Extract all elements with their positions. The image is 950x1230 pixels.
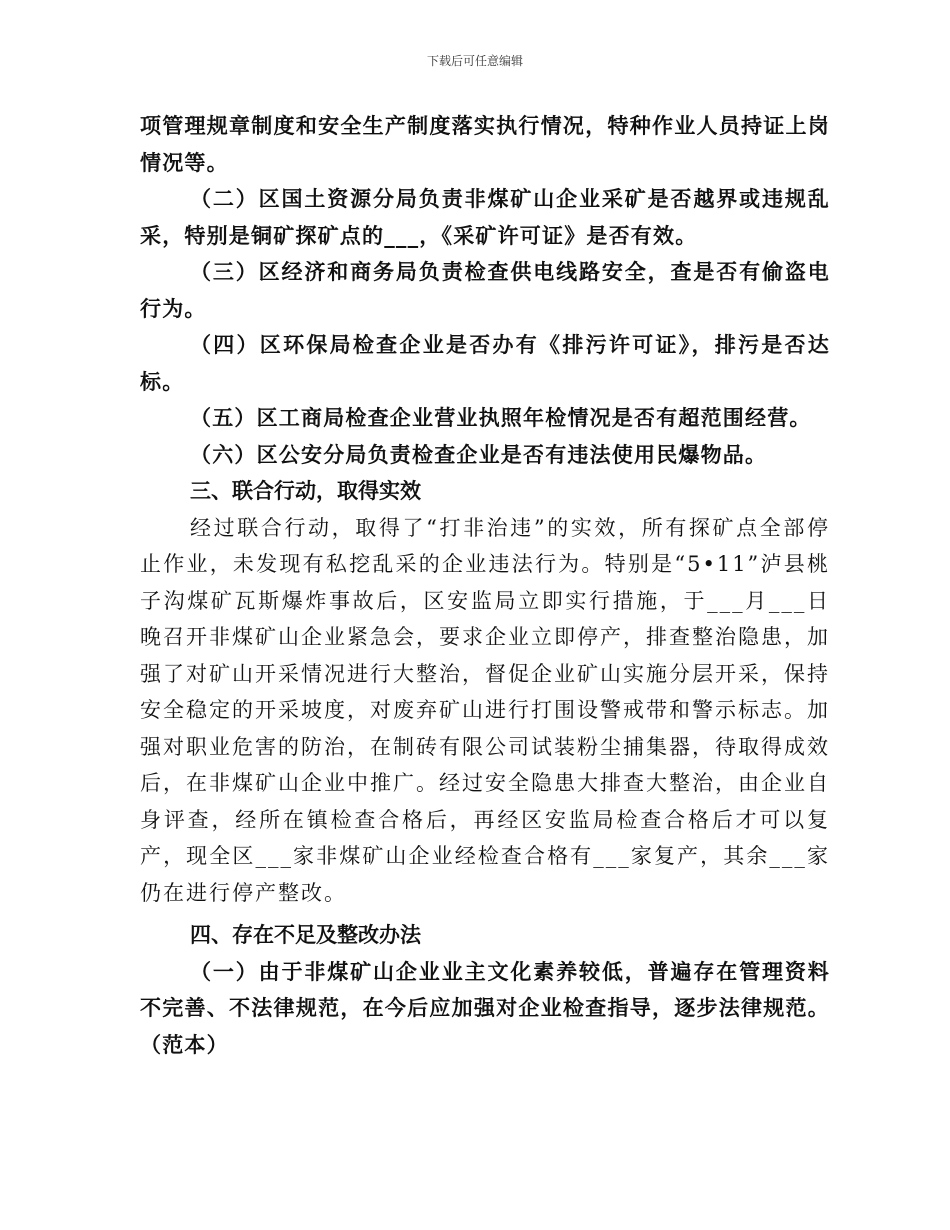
page-header: 下载后可任意编辑 (426, 54, 523, 68)
paragraph: （四）区环保局检查企业是否办有《排污许可证》，排污是否达标。 (140, 332, 830, 394)
section-heading: 四、存在不足及整改办法 (190, 922, 421, 947)
paragraph: 项管理规章制度和安全生产制度落实执行情况，特种作业人员持证上岗情况等。 (140, 113, 830, 175)
paragraph: （三）区经济和商务局负责检查供电线路安全，查是否有偷盗电行为。 (140, 259, 830, 321)
paragraph: （一）由于非煤矿山企业业主文化素养较低，普遍存在管理资料不完善、不法律规范，在今后应加强对企业检查指导，逐步法律规范。（范本） (140, 958, 830, 1057)
paragraph: （二）区国土资源分局负责非煤矿山企业采矿是否越界或违规乱采，特别是铜矿探矿点的___，《采矿许可证》是否有效。 (140, 186, 830, 248)
document-body (140, 108, 830, 1063)
paragraph: （五）区工商局检查企业营业执照年检情况是否有超范围经营。 (190, 405, 812, 430)
paragraph: 经过联合行动，取得了“打非治违”的实效，所有探矿点全部停止作业，未发现有私挖乱采的企业违法行为。特别是“5•11”泸县桃子沟煤矿瓦斯爆炸事故后，区安监局立即实行措施，于___月___日晚召开非煤矿山企业紧急会，要求企业立即停产，排查整治隐患，加强了对矿山开采情况进行大整治，督促企业矿山实施分层开采，保持安全稳定的开采坡度，对废弃矿山进行打围设警戒带和警示标志。加强对职业危害的防治，在制砖有限公司试装粉尘捕集器，待取得成效后，在非煤矿山企业中推广。经过安全隐患大排查大整治，由企业自身评查，经所在镇检查合格后，再经区安监局检查合格后才可以复产，现全区___家非煤矿山企业经检查合格有___家复产，其余___家仍在进行停产整改。 (140, 515, 830, 905)
section-heading: 三、联合行动，取得实效 (190, 478, 421, 503)
paragraph: （六）区公安分局负责检查企业是否有违法使用民爆物品。 (190, 441, 768, 467)
